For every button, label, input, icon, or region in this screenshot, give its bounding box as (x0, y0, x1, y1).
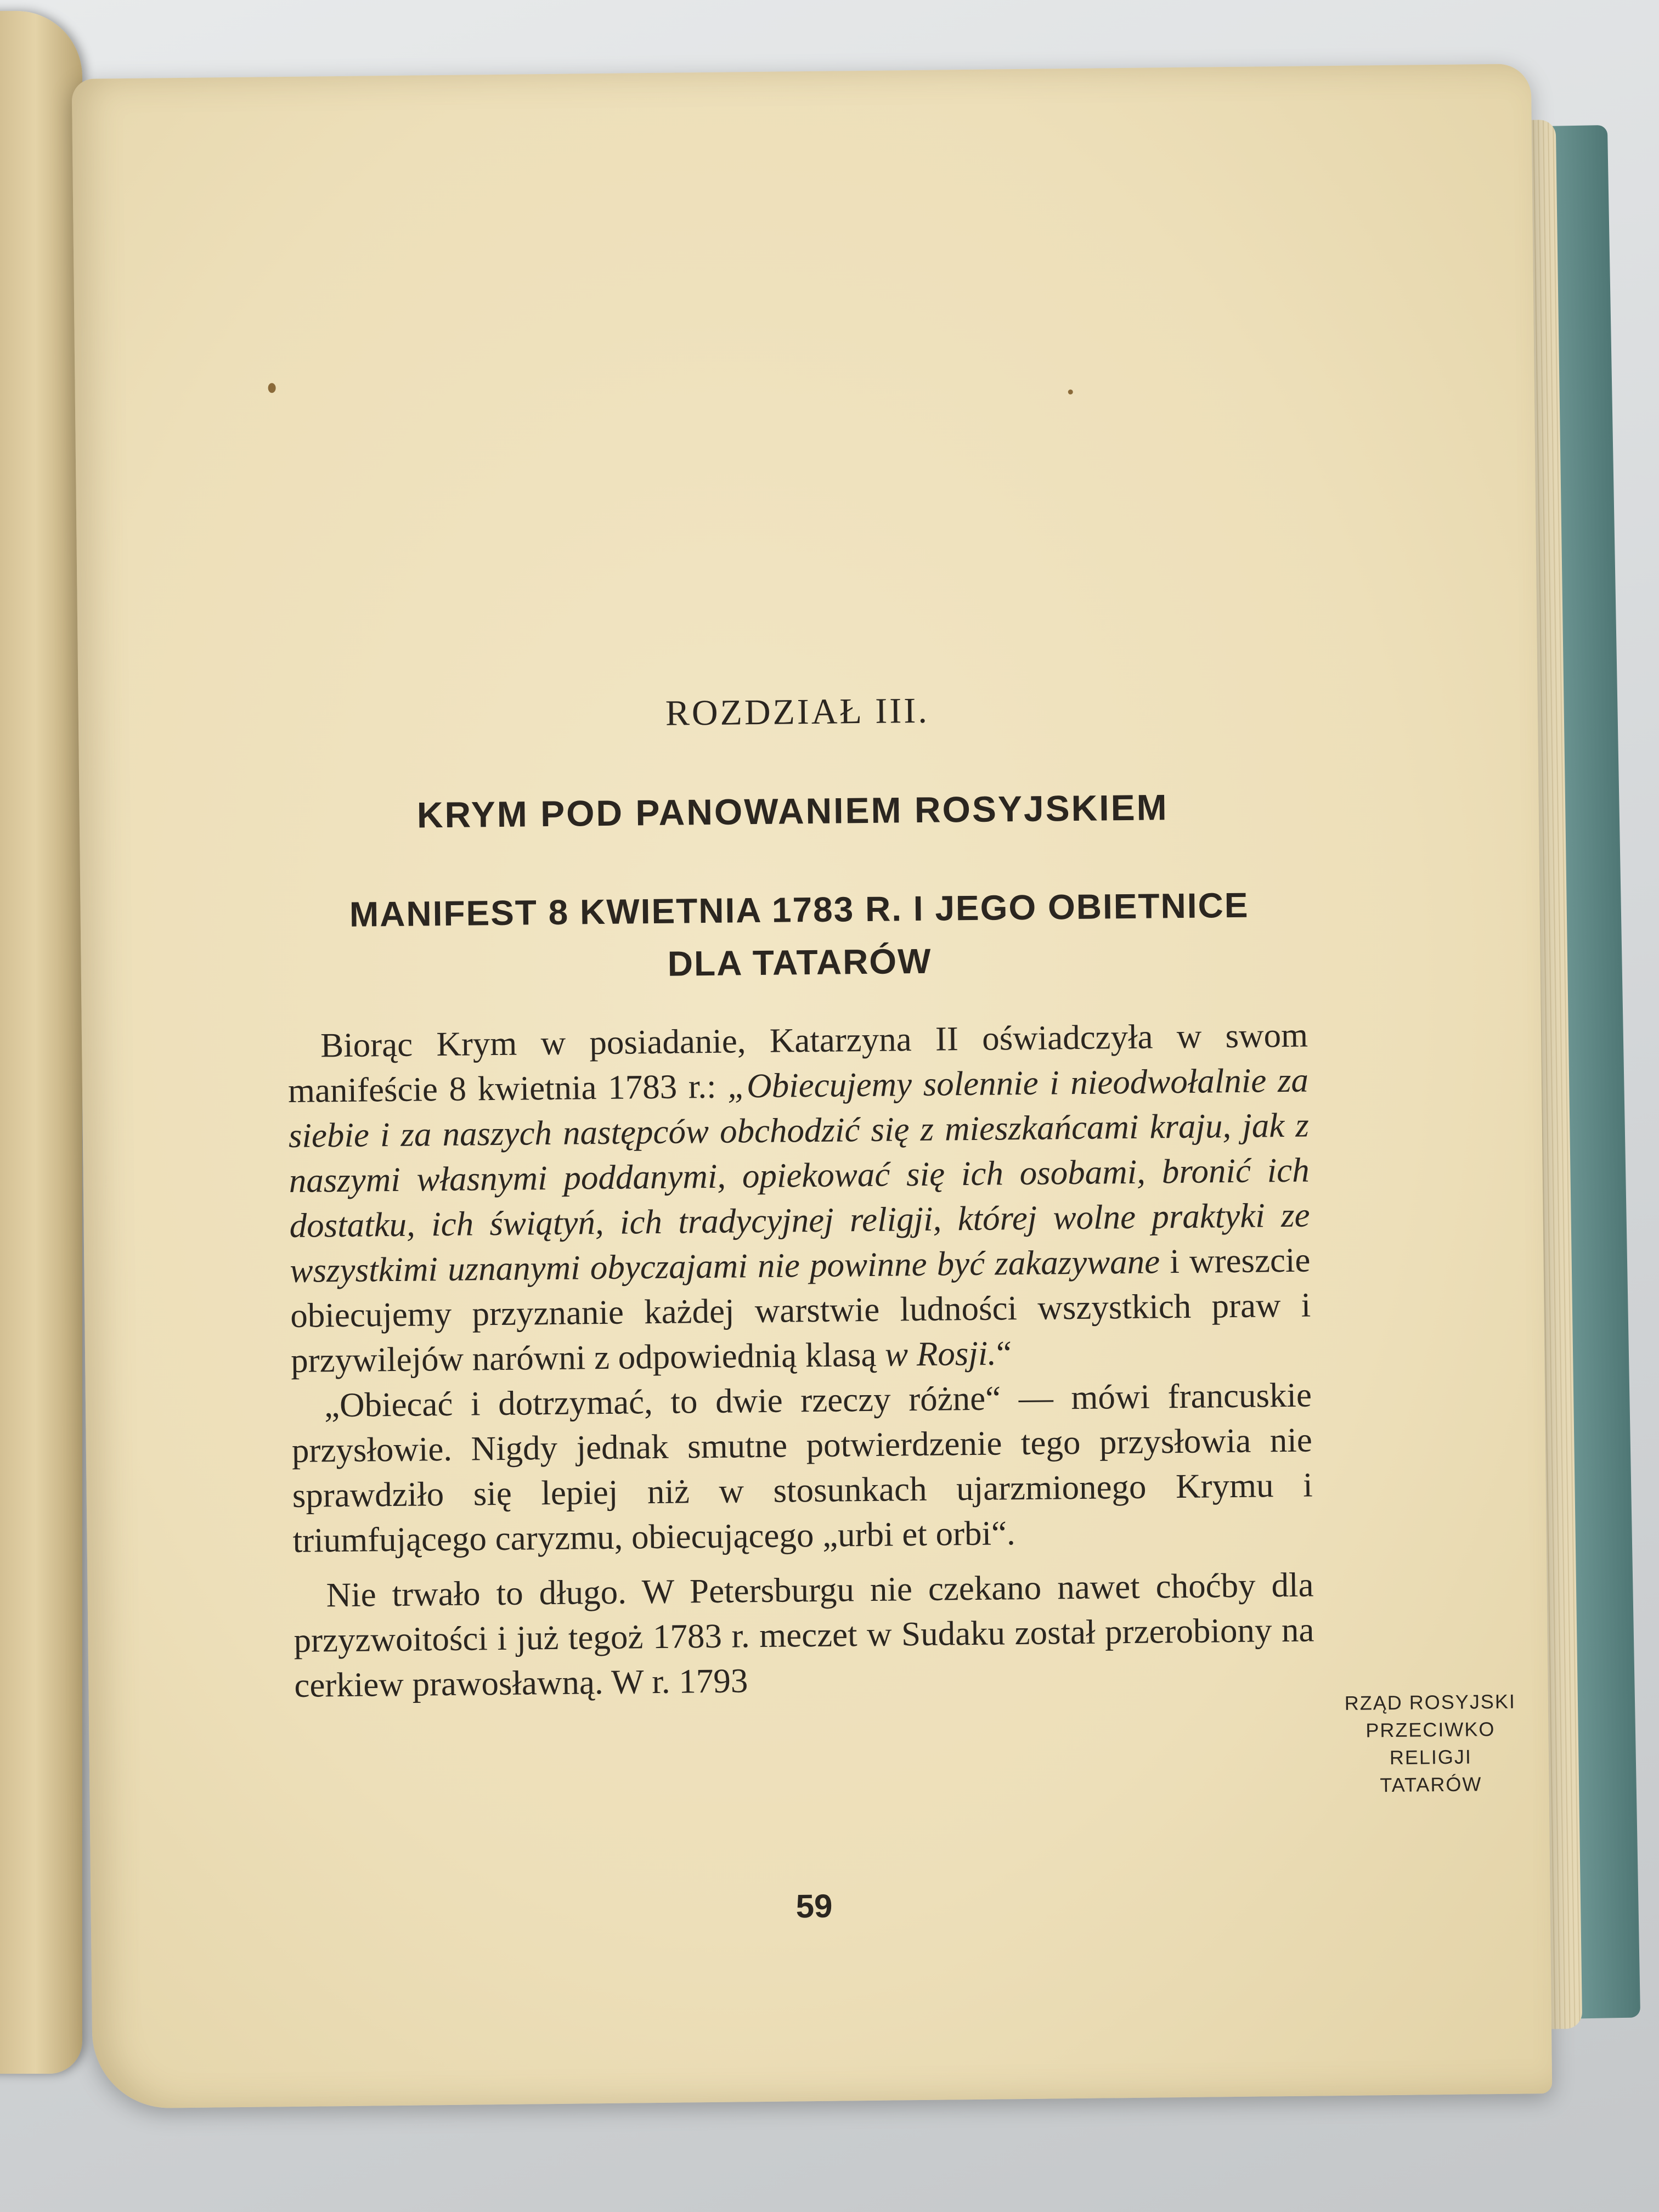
paper-speck (268, 383, 276, 393)
quote-end: w Rosji. (884, 1334, 997, 1374)
section-subtitle (311, 878, 1288, 994)
margin-note: RZĄD ROSYJSKI PRZECIWKO RELIGJI TATARÓW (1344, 1690, 1516, 1797)
book-page (72, 64, 1553, 2109)
body-text (287, 1013, 1315, 1708)
manifest-quote: „Obiecujemy solennie i nieodwołalnie za siebie i za naszych następców obchodzić się z mieszkańcami kraju, jak z naszymi własnymi poddanymi, opiekować się ich osobami, bronić ich dostatku, ich świątyń, ich tradycyjnej religji, której wolne praktyki ze wszystkimi uznanymi obyczajami nie powinne być zakazywane (288, 1060, 1310, 1290)
paragraph (287, 1013, 1312, 1383)
chapter-title: KRYM POD PANOWANIEM ROSYJSKIEM (416, 787, 1169, 836)
quote-close: “ (996, 1334, 1012, 1373)
paper-speck (1068, 390, 1073, 394)
paragraph: Nie trwało to długo. W Petersburgu nie czekano nawet choćby dla przyzwoitości i już tegoż 1783 r. meczet w Sudaku został przerobiony na cerkiew prawosławną. W r. 1793 (294, 1565, 1314, 1705)
paragraph: „Obiecać i dotrzymać, to dwie rzeczy różne“ — mówi francuskie przysłowie. Nigdy jednak smutne potwierdzenie tego przysłowia nie sprawdziło się lepiej niż w stosunkach ujarzmionego Krymu i triumfującego caryzmu, obiecującego „urbi et orbi“. (291, 1375, 1313, 1560)
chapter-heading: ROZDZIAŁ III. (665, 690, 930, 733)
left-page-curl (0, 11, 82, 2074)
page-number: 59 (795, 1887, 833, 1925)
paragraph-mid: i wreszcie obiecujemy przyznanie każdej warstwie ludności wszystkich praw i przywilejów narówni z odpowiednią klasą (290, 1240, 1311, 1380)
subtitle-line: MANIFEST 8 KWIETNIA 1783 R. I JEGO OBIETNICE (349, 885, 1249, 934)
subtitle-line: DLA TATARÓW (667, 941, 932, 984)
paragraph-lead: Biorąc Krym w posiadanie, Katarzyna II oświadczyła w swom manifeście 8 kwietnia 1783 r.: (287, 1015, 1308, 1110)
